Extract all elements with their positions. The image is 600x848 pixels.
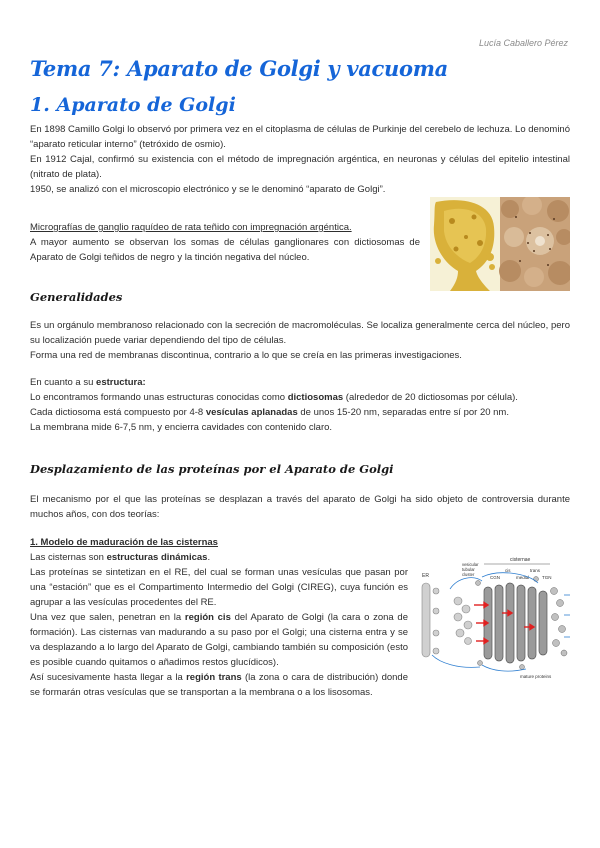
generalidades-p2: Forma una red de membranas discontinua, contrario a lo que se creía en las primeras investigaciones. [30,350,462,361]
micrograph-text: A mayor aumento se observan los somas de células ganglionares con dictiosomas de Aparato de Golgi teñidos de negro y la tinción negativa del núcleo. [30,237,420,263]
label-vesicular: vesicular [462,562,479,567]
label-mature-proteins: mature proteins [520,674,552,679]
estructura-dictiosomas: Lo encontramos formando unas estructuras conocidas como dictiosomas (alrededor de 20 dictiosomas por célula). [30,392,518,403]
heading-desplazamiento: Desplazamiento de las proteínas por el Aparato de Golgi [30,462,394,476]
label-tubular: tubular [462,567,475,572]
label-cluster: cluster [462,572,475,577]
history-1912: En 1912 Cajal, confirmó su existencia con el método de impregnación argéntica, en neuronas y células del epitelio intestinal (nitrato de plata). [30,154,570,180]
label-cis: cis [505,568,511,573]
label-tgn: TGN [542,575,552,580]
generalidades-text [30,318,570,363]
modelo-maduracion [30,535,408,700]
modelo-p1: Las cisternas son estructuras dinámicas. [30,552,211,563]
golgi-diagram-svg [418,555,576,680]
history-paragraphs [30,122,570,197]
estructura-vesiculas: Cada dictiosoma está compuesto por 4-8 vesículas aplanadas de unos 15-20 nm, separadas entre sí por 20 nm. [30,407,509,418]
section-heading-golgi: 1. Aparato de Golgi [30,94,236,116]
history-1898: En 1898 Camillo Golgi lo observó por primera vez en el citoplasma de células de Purkinje del cerebelo de lechuza. Lo denominó “aparato reticular interno” (tetróxido de osmio). [30,124,570,150]
estructura-membrana: La membrana mide 6-7,5 nm, y encierra cavidades con contenido claro. [30,422,333,433]
golgi-diagram [418,555,576,680]
modelo-title: 1. Modelo de maduración de las cisternas [30,537,218,548]
modelo-p3: Una vez que salen, penetran en la región cis del Aparato de Golgi (la cara o zona de formación). Las cisternas van madurando a su paso por el Golgi; una cisterna entra y se va desplazando a lo largo del Aparato de Golgi, cambiando también su composición (esto es posible cuando quitamos o añadimos restos glucídicos). [30,612,409,668]
heading-generalidades: Generalidades [30,290,123,304]
estructura-list [30,375,570,435]
micrograph-photo [430,197,570,291]
author-name: Lucía Caballero Pérez [478,38,568,48]
estructura-intro: En cuanto a su estructura: [30,377,146,388]
label-er: ER [422,573,429,579]
label-medial: medial [516,575,530,580]
label-cisternae: cisternae [510,557,531,563]
desplazamiento-intro: El mecanismo por el que las proteínas se desplazan a través del aparato de Golgi ha sido objeto de controversia durante muchos años, con dos teorías: [30,494,570,520]
label-trans: trans [530,568,541,573]
page-title: Tema 7: Aparato de Golgi y vacuoma [30,56,448,81]
modelo-p2: Las proteínas se sintetizan en el RE, del cual se forman unas vesículas que pasan por una “estación” que es el Compartimento Intermedio del Golgi (CIREG), cuya función es agrupar a las vesículas procedentes del RE. [30,567,408,608]
micrograph-caption [30,220,420,265]
label-cgn: CGN [490,575,500,580]
micrograph-title: Micrografías de ganglio raquídeo de rata teñido con impregnación argéntica. [30,222,352,233]
micrograph-images [430,197,570,291]
modelo-p4: Así sucesivamente hasta llegar a la región trans (la zona o cara de distribución) donde se formarán otras vesículas que se transportan a la membrana o a los lisosomas. [30,672,408,698]
history-1950: 1950, se analizó con el microscopio electrónico y se le denominó “aparato de Golgi”. [30,184,386,195]
generalidades-p1: Es un orgánulo membranoso relacionado con la secreción de macromoléculas. Se localiza generalmente cerca del núcleo, pero su localización puede variar dependiendo del tipo de células. [30,320,570,346]
